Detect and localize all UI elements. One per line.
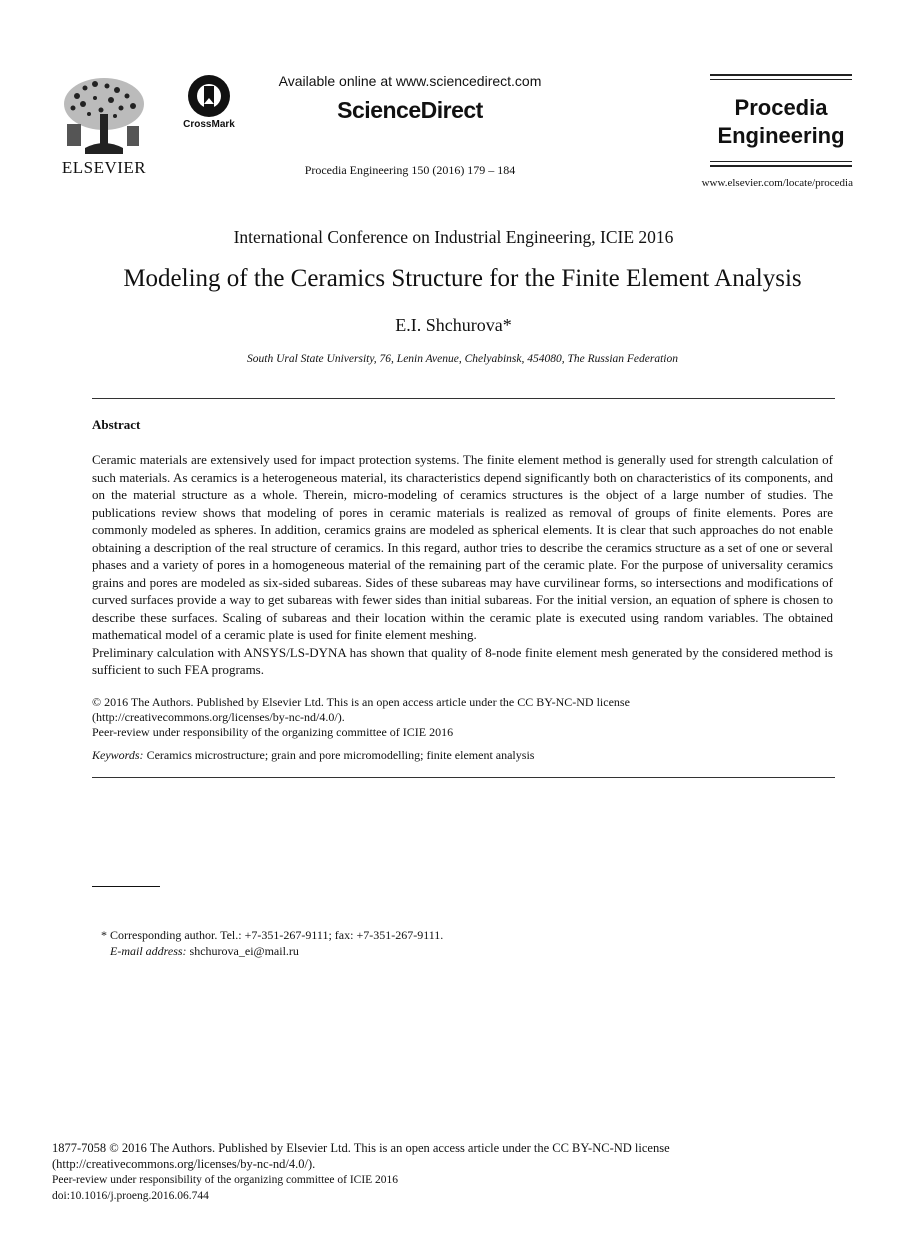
email-line xyxy=(110,944,299,959)
abstract-body xyxy=(92,451,833,679)
author-name: E.I. Shchurova* xyxy=(395,315,512,335)
footer-peer-review: Peer-review under responsibility of the organizing committee of ICIE 2016 xyxy=(52,1174,399,1186)
crossmark-label: CrossMark xyxy=(183,119,235,130)
divider xyxy=(710,165,852,167)
peer-review-note: Peer-review under responsibility of the organizing committee of ICIE 2016 xyxy=(92,725,454,739)
footer xyxy=(52,1140,812,1204)
footnote-rule xyxy=(92,886,160,887)
divider xyxy=(92,398,835,399)
abstract-heading: Abstract xyxy=(92,417,141,432)
keywords-list: Ceramics microstructure; grain and pore micromodelling; finite element analysis xyxy=(146,748,535,762)
copyright-block xyxy=(92,695,833,740)
available-online: Available online at www.sciencedirect.com xyxy=(278,73,542,89)
abstract-paragraph: Ceramic materials are extensively used for impact protection systems. The finite element method is generally used for strength calculation of such materials. As ceramics is a heterogeneous material, its characteristics depend significantly both on characteristics of its components, and on the material structure as a whole. Therein, micro-modeling of ceramics structures is the object of a large number of studies. The publications review shows that modeling of pores in ceramic materials is realized as removal of groups of finite elements. Pores are commonly modeled as spheres. In addition, ceramics grains are modeled as spherical elements. It is clear that such approaches do not enable obtaining a description of the real structure of ceramics. In this regard, author tries to describe the ceramics structure as a set of one or several phases and a variety of pores in a homogeneous material of the remaining part of the ceramic plate. For the purpose of universality ceramics grains and pores are modeled as six-sided subareas. Sides of these subareas may have curvilinear forms, so intersections and modifications of curved surfaces provide a way to get subareas with fewer sides than initial subareas. For the initial version, an equation of sphere is chosen to describe these surfaces. Scaling of subareas and their location within the ceramic plate is executed using random variables. The obtained mathematical model of a ceramic plate is used for finite element meshing. xyxy=(92,452,833,642)
conference-name: International Conference on Industrial Engineering, ICIE 2016 xyxy=(233,227,674,247)
doi[interactable]: doi:10.1016/j.proeng.2016.06.744 xyxy=(52,1190,209,1202)
divider xyxy=(92,777,835,778)
corresponding-author: * Corresponding author. Tel.: +7-351-267-9111; fax: +7-351-267-9111. xyxy=(101,928,444,942)
copyright-line: © 2016 The Authors. Published by Elsevier Ltd. This is an open access article under the CC BY-NC-ND license xyxy=(92,695,630,709)
journal-title-line2: Engineering xyxy=(717,123,845,148)
journal-citation: Procedia Engineering 150 (2016) 179 – 184 xyxy=(304,163,516,177)
author-affiliation: South Ural State University, 76, Lenin Avenue, Chelyabinsk, 454080, The Russian Federation xyxy=(247,353,678,365)
footer-license-link[interactable]: (http://creativecommons.org/licenses/by-nc-nd/4.0/). xyxy=(52,1157,316,1171)
publisher-name: ELSEVIER xyxy=(61,158,147,177)
journal-title-line1: Procedia xyxy=(734,95,828,120)
divider xyxy=(710,79,852,80)
keywords-label: Keywords: xyxy=(92,748,144,762)
divider xyxy=(710,161,852,162)
journal-url[interactable]: www.elsevier.com/locate/procedia xyxy=(701,177,853,189)
keywords xyxy=(92,748,833,763)
license-line: 1877-7058 © 2016 The Authors. Published by Elsevier Ltd. This is an open access article under the CC BY-NC-ND license xyxy=(52,1141,670,1155)
email-label: E-mail address: xyxy=(110,944,187,958)
sciencedirect-brand: ScienceDirect xyxy=(337,97,483,123)
license-link[interactable]: (http://creativecommons.org/licenses/by-nc-nd/4.0/). xyxy=(92,710,345,724)
email-link[interactable]: shchurova_ei@mail.ru xyxy=(189,944,299,958)
journal-title xyxy=(710,94,852,150)
abstract-paragraph: Preliminary calculation with ANSYS/LS-DYNA has shown that quality of 8-node finite element mesh generated by the considered method is sufficient to such FEA programs. xyxy=(92,644,833,677)
divider xyxy=(710,74,852,76)
article-title: Modeling of the Ceramics Structure for the Finite Element Analysis xyxy=(123,265,802,292)
